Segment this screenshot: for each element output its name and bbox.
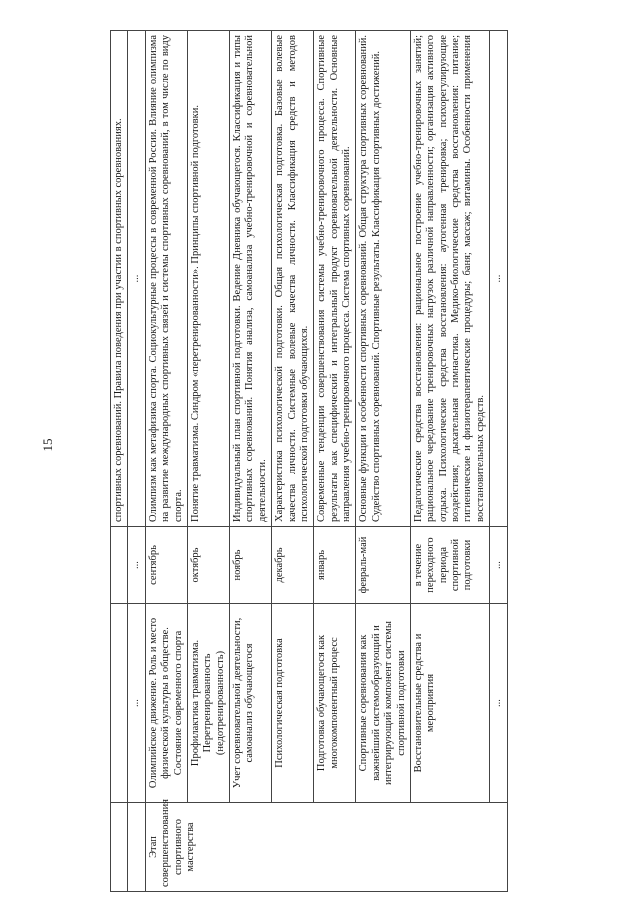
month-cell: февраль-май	[356, 527, 411, 604]
month-cell: ...	[128, 527, 145, 604]
content-cell: Основные функции и особенности спортивных соревнований. Общая структура спортивных соревнований. Судейство спортивных соревнований. Спортивные результаты. Классификация спортивных достижений.	[356, 31, 411, 527]
table-row	[490, 31, 507, 892]
content-cell: ...	[490, 31, 507, 527]
table-row	[410, 31, 489, 892]
table-row	[356, 31, 411, 892]
table-row	[230, 31, 272, 892]
table-row	[145, 31, 187, 892]
month-cell: ноябрь	[230, 527, 272, 604]
table-row	[314, 31, 356, 892]
stage-cell-empty	[128, 803, 145, 892]
topic-cell: Подготовка обучающегося как многокомпонентный процесс	[314, 604, 356, 803]
table-body	[111, 31, 508, 892]
table-row	[272, 31, 314, 892]
stage-cell: Этап совершенствования спортивного мастерства	[145, 803, 507, 892]
table-row	[111, 31, 128, 892]
topic-cell: Учет соревновательной деятельности, самоанализ обучающегося	[230, 604, 272, 803]
page-number: 15	[40, 438, 55, 452]
table-area	[110, 30, 560, 892]
table-row	[187, 31, 229, 892]
topic-cell: Профилактика травматизма. Перетренированность (недотренированность)	[187, 604, 229, 803]
content-cell: Понятие травматизма. Синдром «перетренированности». Принципы спортивной подготовки.	[187, 31, 229, 527]
month-cell: декабрь	[272, 527, 314, 604]
content-cell: ...	[128, 31, 145, 527]
month-cell: октябрь	[187, 527, 229, 604]
stage-cell-empty	[111, 803, 128, 892]
content-cell: Педагогические средства восстановления: рациональное построение учебно-тренировочных занятий; рациональное чередование тренировочных нагрузок различной направленности; организация активного отдыха. Психологические средства восстановления: аутогенная тренировка; психорегулирующие воздействия; дыхательная гимнастика. Медико-биологические средства восстановления: питание; гигиенические и физиотерапевтические процедуры; баня; массаж; витамины. Особенности применения восстановительных средств.	[410, 31, 489, 527]
topic-cell: ...	[128, 604, 145, 803]
topic-cell: ...	[490, 604, 507, 803]
month-cell	[111, 527, 128, 604]
topic-cell: Олимпийское движение. Роль и место физической культуры в обществе. Состояние современного спорта	[145, 604, 187, 803]
topic-cell: Спортивные соревнования как важнейший системообразующий и интегрирующий компонент системы спортивной подготовки	[356, 604, 411, 803]
topic-cell	[111, 604, 128, 803]
topic-cell: Психологическая подготовка	[272, 604, 314, 803]
training-plan-table	[110, 30, 508, 892]
month-cell: в течение переходного периода спортивной подготовки	[410, 527, 489, 604]
content-cell: Характеристика психологической подготовки. Общая психологическая подготовка. Базовые волевые качества личности. Системные волевые качества личности. Классификация средств и методов психологической подготовки обучающихся.	[272, 31, 314, 527]
month-cell: январь	[314, 527, 356, 604]
month-cell: сентябрь	[145, 527, 187, 604]
content-cell: Олимпизм как метафизика спорта. Социокультурные процессы в современной России. Влияние олимпизма на развитие международных спортивных связей и системы спортивных соревнований, в том числе по виду спорта.	[145, 31, 187, 527]
content-cell: спортивных соревнований. Правила поведения при участии в спортивных соревнованиях.	[111, 31, 128, 527]
table-row	[128, 31, 145, 892]
content-cell: Современные тенденции совершенствования системы учебно-тренировочного процесса. Спортивные результаты как специфический и интегральный продукт соревновательной деятельности. Основные направления учебно-тренировочного процесса. Система спортивных соревнований.	[314, 31, 356, 527]
content-cell: Индивидуальный план спортивной подготовки. Ведение Дневника обучающегося. Классификация и типы спортивных соревнований. Понятия анализа, самоанализа учебно-тренировочной и соревновательной деятельности.	[230, 31, 272, 527]
topic-cell: Восстановительные средства и мероприятия	[410, 604, 489, 803]
month-cell: ...	[490, 527, 507, 604]
